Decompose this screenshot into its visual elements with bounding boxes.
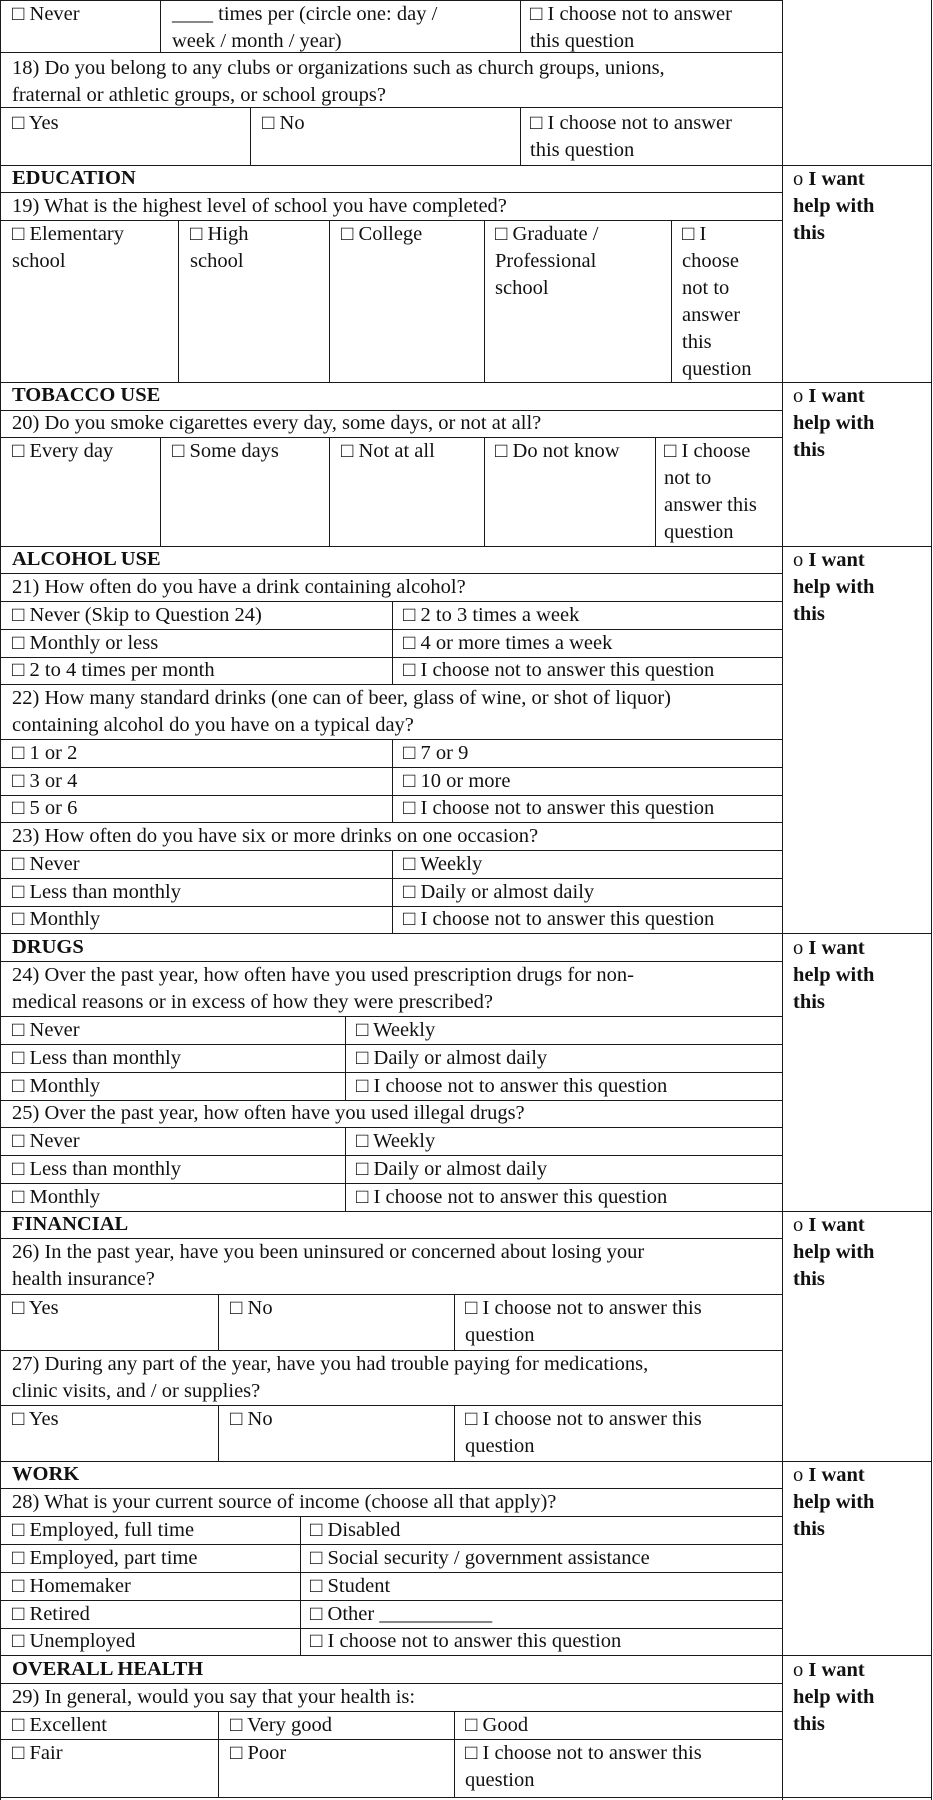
checkbox[interactable]: □ <box>12 1408 25 1430</box>
divider <box>329 220 330 382</box>
q25-option[interactable]: □ Daily or almost daily <box>356 1158 548 1180</box>
q29-option-no-answer[interactable]: □ I choose not to answer this question <box>465 1742 702 1791</box>
q21-option[interactable]: □ 2 to 3 times a week <box>403 604 580 626</box>
help-option-tobacco[interactable]: o I want help with this <box>793 385 875 461</box>
checkbox[interactable]: □ <box>12 1130 25 1152</box>
help-bullet[interactable]: o <box>793 1214 804 1236</box>
checkbox[interactable]: □ <box>12 1742 25 1764</box>
q25-option[interactable]: □ Weekly <box>356 1130 436 1152</box>
divider <box>484 437 485 546</box>
checkbox[interactable]: □ <box>172 440 185 462</box>
checkbox[interactable]: □ <box>190 223 203 245</box>
divider <box>392 601 393 684</box>
checkbox[interactable]: □ <box>310 1630 323 1652</box>
q24-option[interactable]: □ Less than monthly <box>12 1047 181 1069</box>
section-heading-financial: FINANCIAL <box>12 1213 129 1235</box>
checkbox[interactable]: □ <box>403 604 416 626</box>
border-left <box>0 0 1 1800</box>
checkbox[interactable]: □ <box>341 223 354 245</box>
q21-question: 21) How often do you have a drink containing alcohol? <box>12 576 466 598</box>
q17-option-never[interactable]: □ Never <box>12 3 80 25</box>
section-heading-education: EDUCATION <box>12 167 136 189</box>
q28-option[interactable]: □ Social security / government assistance <box>310 1547 650 1569</box>
checkbox[interactable]: □ <box>310 1575 323 1597</box>
checkbox[interactable]: □ <box>310 1603 323 1625</box>
q22-option[interactable]: □ I choose not to answer this question <box>403 797 715 819</box>
checkbox[interactable]: □ <box>230 1408 243 1430</box>
q22-option[interactable]: □ 5 or 6 <box>12 797 78 819</box>
q19-question: 19) What is the highest level of school you have completed? <box>12 195 507 217</box>
checkbox[interactable]: □ <box>12 1547 25 1569</box>
q19-option-high-school[interactable]: □ High school <box>190 223 249 272</box>
q18-option-yes[interactable]: □ Yes <box>12 112 59 134</box>
checkbox[interactable]: □ <box>12 1047 25 1069</box>
checkbox[interactable]: □ <box>403 632 416 654</box>
checkbox[interactable]: □ <box>12 3 25 25</box>
help-bullet[interactable]: o <box>793 937 804 959</box>
divider <box>655 437 656 546</box>
q28-question: 28) What is your current source of income (choose all that apply)? <box>12 1491 557 1513</box>
q26-option-yes[interactable]: □ Yes <box>12 1297 59 1319</box>
q22-option[interactable]: □ 1 or 2 <box>12 742 78 764</box>
divider <box>454 1405 455 1461</box>
help-bullet[interactable]: o <box>793 1659 804 1681</box>
checkbox[interactable]: □ <box>230 1297 243 1319</box>
q26-option-no-answer[interactable]: □ I choose not to answer this question <box>465 1297 702 1346</box>
divider <box>178 220 179 382</box>
checkbox[interactable]: □ <box>403 853 416 875</box>
q27-option-no[interactable]: □ No <box>230 1408 273 1430</box>
q18-option-no-answer[interactable]: □ I choose not to answer this question <box>530 112 732 161</box>
checkbox[interactable]: □ <box>356 1158 369 1180</box>
q20-option-some-days[interactable]: □ Some days <box>172 440 279 462</box>
q24-option[interactable]: □ Weekly <box>356 1019 436 1041</box>
divider <box>484 220 485 382</box>
q18-option-no[interactable]: □ No <box>262 112 305 134</box>
q20-option-no-answer[interactable]: □ I choose not to answer this question <box>664 440 757 543</box>
q24-option[interactable]: □ Never <box>12 1019 80 1041</box>
q26-option-no[interactable]: □ No <box>230 1297 273 1319</box>
q29-option-poor[interactable]: □ Poor <box>230 1742 287 1764</box>
q25-option[interactable]: □ Monthly <box>12 1186 101 1208</box>
q19-option-graduate[interactable]: □ Graduate / Professional school <box>495 223 599 299</box>
checkbox[interactable]: □ <box>495 440 508 462</box>
section-heading-drugs: DRUGS <box>12 936 84 958</box>
q24-option[interactable]: □ Daily or almost daily <box>356 1047 548 1069</box>
checkbox[interactable]: □ <box>12 853 25 875</box>
divider <box>250 107 251 165</box>
q25-question: 25) Over the past year, how often have you used illegal drugs? <box>12 1102 525 1124</box>
q25-option[interactable]: □ Never <box>12 1130 80 1152</box>
q27-question: 27) During any part of the year, have you had trouble paying for medications, clinic visits, and / or supplies? <box>12 1353 649 1402</box>
checkbox[interactable]: □ <box>12 604 25 626</box>
q19-option-college[interactable]: □ College <box>341 223 423 245</box>
checkbox[interactable]: □ <box>12 770 25 792</box>
help-bullet[interactable]: o <box>793 385 804 407</box>
rule <box>0 1797 932 1798</box>
help-bullet[interactable]: o <box>793 1464 804 1486</box>
divider <box>160 437 161 546</box>
q23-option[interactable]: □ Less than monthly <box>12 881 181 903</box>
q19-option-elementary[interactable]: □ Elementary school <box>12 223 124 272</box>
q26-question: 26) In the past year, have you been uninsured or concerned about losing your health insurance? <box>12 1241 645 1290</box>
divider <box>454 1711 455 1797</box>
checkbox[interactable]: □ <box>465 1408 478 1430</box>
checkbox[interactable]: □ <box>403 881 416 903</box>
checkbox[interactable]: □ <box>495 223 508 245</box>
q28-option[interactable]: □ Retired <box>12 1603 90 1625</box>
q21-option[interactable]: □ Monthly or less <box>12 632 159 654</box>
checkbox[interactable]: □ <box>12 797 25 819</box>
help-option-work[interactable]: o I want help with this <box>793 1464 875 1540</box>
checkbox[interactable]: □ <box>12 112 25 134</box>
divider <box>392 739 393 822</box>
checkbox[interactable]: □ <box>530 3 543 25</box>
checkbox[interactable]: □ <box>664 440 677 462</box>
border-side-right <box>931 0 932 1800</box>
checkbox[interactable]: □ <box>403 797 416 819</box>
q29-option-good[interactable]: □ Good <box>465 1714 529 1736</box>
divider <box>345 1127 346 1211</box>
checkbox[interactable]: □ <box>12 1075 25 1097</box>
divider <box>300 1516 301 1655</box>
q17-option-no-answer[interactable]: □ I choose not to answer this question <box>530 3 732 52</box>
q25-option[interactable]: □ Less than monthly <box>12 1158 181 1180</box>
checkbox[interactable]: □ <box>465 1714 478 1736</box>
q29-option-very-good[interactable]: □ Very good <box>230 1714 332 1736</box>
help-bullet[interactable]: o <box>793 168 804 190</box>
divider <box>345 1016 346 1100</box>
q28-option[interactable]: □ Other ___________ <box>310 1603 493 1625</box>
checkbox[interactable]: □ <box>12 1575 25 1597</box>
rule <box>0 1711 783 1712</box>
checkbox[interactable]: □ <box>12 881 25 903</box>
checkbox[interactable]: □ <box>12 440 25 462</box>
q28-option[interactable]: □ Employed, full time <box>12 1519 195 1541</box>
checkbox[interactable]: □ <box>12 1019 25 1041</box>
section-heading-tobacco: TOBACCO USE <box>12 384 161 406</box>
checkbox[interactable]: □ <box>465 1742 478 1764</box>
checkbox[interactable]: □ <box>12 1714 25 1736</box>
q21-option[interactable]: □ Never (Skip to Question 24) <box>12 604 262 626</box>
divider <box>671 220 672 382</box>
q24-option[interactable]: □ Monthly <box>12 1075 101 1097</box>
checkbox[interactable]: □ <box>12 908 25 930</box>
help-option-drugs[interactable]: o I want help with this <box>793 937 875 1013</box>
help-option-alcohol[interactable]: o I want help with this <box>793 549 875 625</box>
q23-option[interactable]: □ Never <box>12 853 80 875</box>
checkbox[interactable]: □ <box>12 1603 25 1625</box>
help-option-overall-health[interactable]: o I want help with this <box>793 1659 875 1735</box>
rule <box>0 933 932 934</box>
divider <box>392 850 393 933</box>
checkbox[interactable]: □ <box>230 1714 243 1736</box>
help-option-financial[interactable]: o I want help with this <box>793 1214 875 1290</box>
checkbox[interactable]: □ <box>230 1742 243 1764</box>
checkbox[interactable]: □ <box>356 1130 369 1152</box>
q28-option[interactable]: □ Employed, part time <box>12 1547 198 1569</box>
q27-option-yes[interactable]: □ Yes <box>12 1408 59 1430</box>
divider <box>160 0 161 52</box>
section-heading-work: WORK <box>12 1463 80 1485</box>
help-option-education[interactable]: o I want help with this <box>793 168 875 244</box>
q21-option[interactable]: □ 4 or more times a week <box>403 632 613 654</box>
checkbox[interactable]: □ <box>403 659 416 681</box>
q22-option[interactable]: □ 7 or 9 <box>403 742 469 764</box>
checkbox[interactable]: □ <box>262 112 275 134</box>
q28-option[interactable]: □ Unemployed <box>12 1630 136 1652</box>
q29-question: 29) In general, would you say that your health is: <box>12 1686 416 1708</box>
checkbox[interactable]: □ <box>356 1075 369 1097</box>
checkbox[interactable]: □ <box>682 223 695 245</box>
checkbox[interactable]: □ <box>12 1519 25 1541</box>
q22-option[interactable]: □ 10 or more <box>403 770 511 792</box>
q23-option[interactable]: □ I choose not to answer this question <box>403 908 715 930</box>
q23-question: 23) How often do you have six or more drinks on one occasion? <box>12 825 539 847</box>
q20-option-not-at-all[interactable]: □ Not at all <box>341 440 435 462</box>
q23-option[interactable]: □ Daily or almost daily <box>403 881 595 903</box>
checkbox[interactable]: □ <box>356 1047 369 1069</box>
divider <box>520 0 521 52</box>
checkbox[interactable]: □ <box>356 1186 369 1208</box>
q28-option[interactable]: □ Student <box>310 1575 391 1597</box>
q19-option-no-answer[interactable]: □ I choose not to answer this question <box>682 223 752 380</box>
checkbox[interactable]: □ <box>12 1186 25 1208</box>
q27-option-no-answer[interactable]: □ I choose not to answer this question <box>465 1408 702 1457</box>
checkbox[interactable]: □ <box>403 770 416 792</box>
q28-option[interactable]: □ I choose not to answer this question <box>310 1630 622 1652</box>
q29-option-excellent[interactable]: □ Excellent <box>12 1714 107 1736</box>
section-heading-overall-health: OVERALL HEALTH <box>12 1658 204 1680</box>
q22-question: 22) How many standard drinks (one can of beer, glass of wine, or shot of liquor) containing alcohol do you have on a typical day? <box>12 687 672 736</box>
checkbox[interactable]: □ <box>310 1547 323 1569</box>
divider <box>329 437 330 546</box>
checkbox[interactable]: □ <box>356 1019 369 1041</box>
checkbox[interactable]: □ <box>12 1630 25 1652</box>
q21-option[interactable]: □ I choose not to answer this question <box>403 659 715 681</box>
q23-option[interactable]: □ Weekly <box>403 853 483 875</box>
checkbox[interactable]: □ <box>341 440 354 462</box>
q24-question: 24) Over the past year, how often have you used prescription drugs for non- medical reasons or in excess of how they were prescribed? <box>12 964 634 1013</box>
checkbox[interactable]: □ <box>12 1297 25 1319</box>
checkbox[interactable]: □ <box>465 1297 478 1319</box>
help-bullet[interactable]: o <box>793 549 804 571</box>
divider <box>454 1294 455 1350</box>
checkbox[interactable]: □ <box>403 908 416 930</box>
q23-option[interactable]: □ Monthly <box>12 908 101 930</box>
divider <box>520 107 521 165</box>
q20-option-do-not-know[interactable]: □ Do not know <box>495 440 620 462</box>
checkbox[interactable]: □ <box>403 742 416 764</box>
q21-option[interactable]: □ 2 to 4 times per month <box>12 659 215 681</box>
q20-option-every-day[interactable]: □ Every day <box>12 440 114 462</box>
q24-option[interactable]: □ I choose not to answer this question <box>356 1075 668 1097</box>
q28-option[interactable]: □ Disabled <box>310 1519 401 1541</box>
divider <box>218 1711 219 1797</box>
q29-option-fair[interactable]: □ Fair <box>12 1742 63 1764</box>
divider <box>218 1294 219 1350</box>
q25-option[interactable]: □ I choose not to answer this question <box>356 1186 668 1208</box>
q18-question: 18) Do you belong to any clubs or organizations such as church groups, unions, fraternal or athletic groups, or school groups? <box>12 57 665 106</box>
checkbox[interactable]: □ <box>12 1158 25 1180</box>
divider <box>218 1405 219 1461</box>
q17-times-per-label: ____ times per (circle one: day / week / month / year) <box>172 3 438 52</box>
q22-option[interactable]: □ 3 or 4 <box>12 770 78 792</box>
checkbox[interactable]: □ <box>12 223 25 245</box>
section-heading-alcohol: ALCOHOL USE <box>12 548 161 570</box>
q28-option[interactable]: □ Homemaker <box>12 1575 131 1597</box>
checkbox[interactable]: □ <box>12 742 25 764</box>
border-main-right <box>782 0 783 1800</box>
checkbox[interactable]: □ <box>530 112 543 134</box>
checkbox[interactable]: □ <box>310 1519 323 1541</box>
checkbox[interactable]: □ <box>12 659 25 681</box>
checkbox[interactable]: □ <box>12 632 25 654</box>
q20-question: 20) Do you smoke cigarettes every day, some days, or not at all? <box>12 412 542 434</box>
